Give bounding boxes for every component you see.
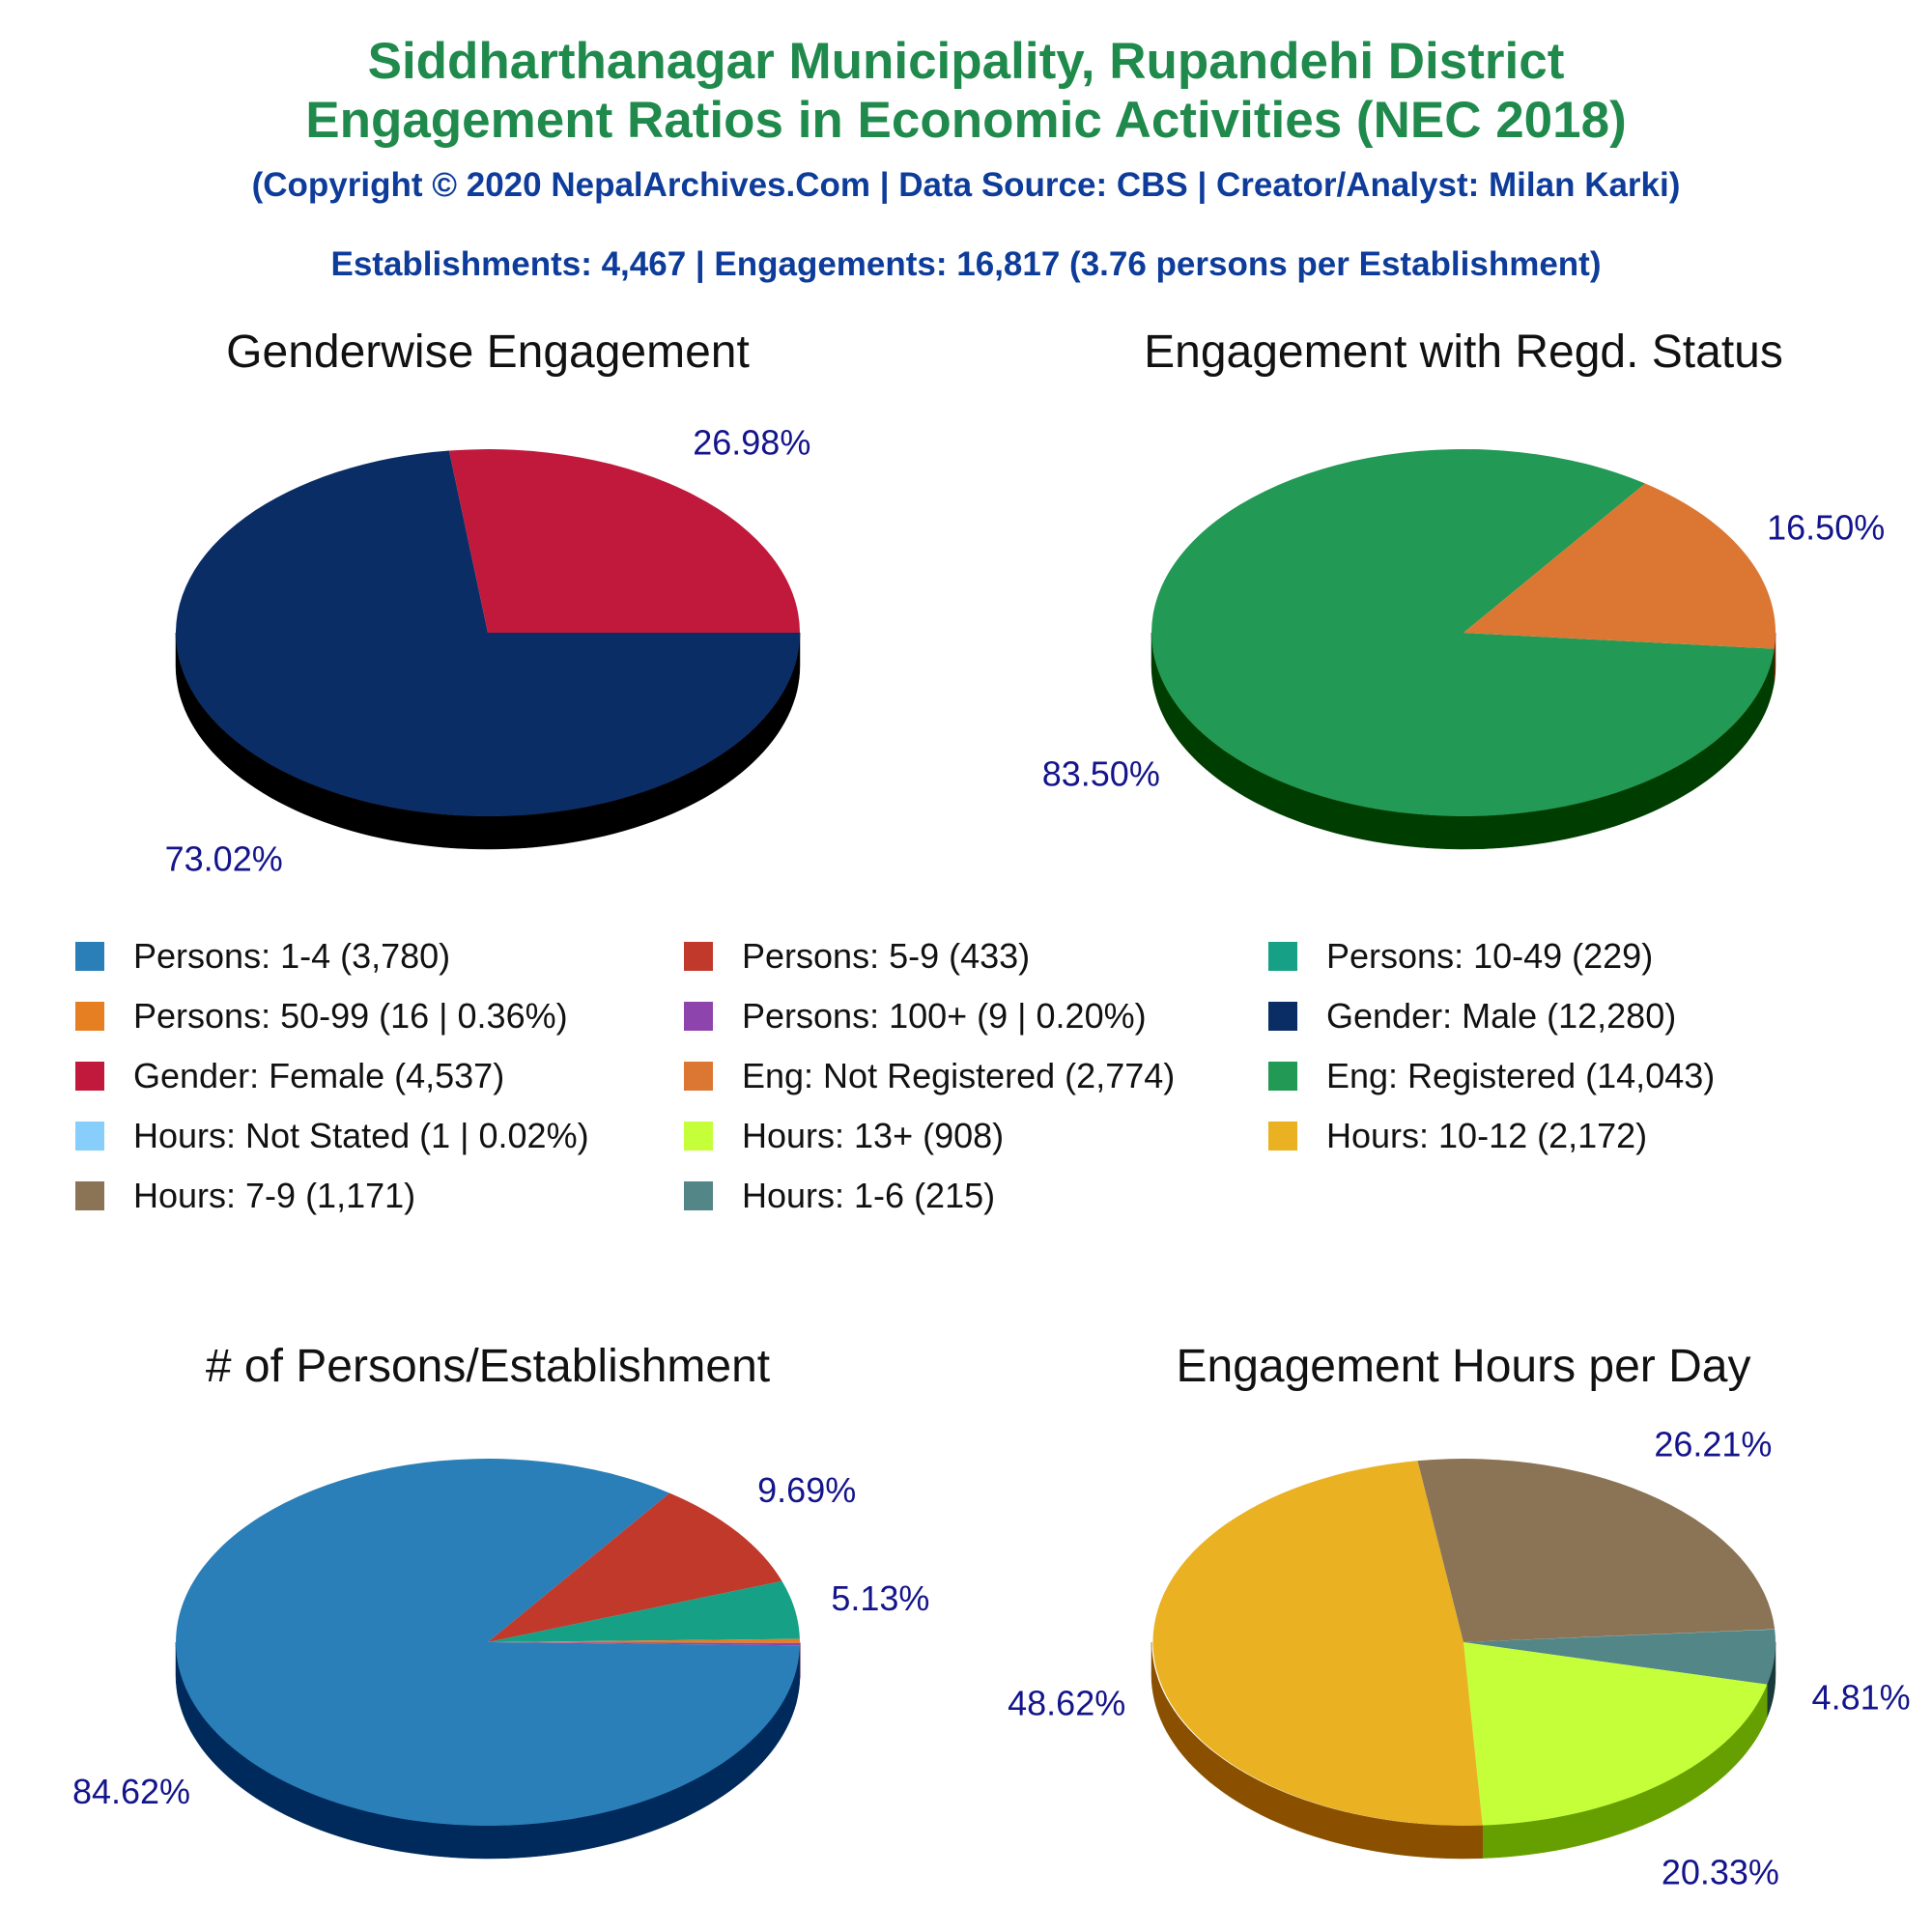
pie-chart-title: # of Persons/Establishment (205, 1341, 771, 1392)
legend-item (1268, 1057, 1715, 1095)
pie-chart-title: Engagement with Regd. Status (1144, 327, 1783, 378)
legend-item (75, 937, 450, 976)
legend-label: Persons: 10-49 (229) (1326, 936, 1654, 976)
pie-slice-label: 4.81% (1811, 1677, 1911, 1718)
pie-slice-label: 20.33% (1661, 1852, 1779, 1892)
legend-swatch (1268, 1122, 1297, 1151)
legend-label: Persons: 5-9 (433) (742, 936, 1031, 976)
pie-slice-label: 83.50% (1041, 753, 1160, 794)
pie-chart (72, 1341, 929, 1859)
pie-slice-label: 26.21% (1654, 1424, 1773, 1464)
legend-label: Hours: 13+ (908) (742, 1116, 1005, 1155)
pie-chart-title: Genderwise Engagement (226, 327, 750, 378)
legend-label: Hours: 10-12 (2,172) (1326, 1116, 1648, 1155)
legend-item (75, 997, 568, 1036)
legend-label: Hours: Not Stated (1 | 0.02%) (133, 1116, 589, 1155)
pie-chart (1042, 327, 1886, 849)
pie-slice-label: 16.50% (1767, 507, 1886, 548)
legend-swatch (75, 1002, 104, 1031)
pie-slice (1418, 1459, 1776, 1642)
legend-swatch (684, 1181, 713, 1210)
copyright-subtitle: (Copyright © 2020 NepalArchives.Com | Data Source: CBS | Creator/Analyst: Milan Karki) (251, 166, 1681, 204)
legend-swatch (75, 1062, 104, 1091)
legend-item (684, 1177, 995, 1215)
legend-swatch (684, 1062, 713, 1091)
legend-swatch (1268, 1062, 1297, 1091)
pie-chart (165, 327, 811, 879)
legend-swatch (75, 942, 104, 971)
main-title-line2: Engagement Ratios in Economic Activities (NEC 2018) (305, 92, 1627, 149)
legend-swatch (75, 1122, 104, 1151)
legend-label: Eng: Registered (14,043) (1326, 1056, 1716, 1095)
pie-slice-label: 26.98% (693, 422, 811, 463)
legend-swatch (684, 1122, 713, 1151)
pie-slice-label: 73.02% (164, 838, 283, 879)
pie-slice-label: 48.62% (1008, 1683, 1126, 1723)
legend-swatch (1268, 942, 1297, 971)
pie-slice-label: 9.69% (757, 1469, 857, 1510)
legend-item (75, 1057, 504, 1095)
legend-swatch (75, 1181, 104, 1210)
pie-slice-label: 5.13% (831, 1577, 930, 1618)
pie-slice-label: 84.62% (71, 1772, 191, 1811)
legend-item (1268, 937, 1653, 976)
legend-item (1268, 1117, 1647, 1155)
legend-label: Persons: 50-99 (16 | 0.36%) (133, 996, 568, 1036)
legend-label: Persons: 1-4 (3,780) (133, 936, 451, 976)
legend-label: Hours: 1-6 (215) (742, 1176, 996, 1215)
legend-swatch (1268, 1002, 1297, 1031)
legend-label: Gender: Female (4,537) (133, 1056, 505, 1095)
legend-swatch (684, 942, 713, 971)
pie-slice (449, 449, 800, 633)
legend-item (684, 1117, 1004, 1155)
main-title-line1: Siddharthanagar Municipality, Rupandehi District (367, 33, 1565, 90)
legend-item (75, 1117, 589, 1155)
legend-item (684, 997, 1147, 1036)
pie-chart (1008, 1341, 1910, 1892)
pie-chart-title: Engagement Hours per Day (1176, 1341, 1751, 1392)
legend-label: Persons: 100+ (9 | 0.20%) (742, 996, 1147, 1036)
legend-item (75, 1177, 415, 1215)
legend-label: Eng: Not Registered (2,774) (742, 1056, 1176, 1095)
legend-item (684, 937, 1030, 976)
summary-line: Establishments: 4,467 | Engagements: 16,817 (3.76 persons per Establishment) (330, 245, 1602, 283)
legend-item (684, 1057, 1175, 1095)
legend-label: Gender: Male (12,280) (1326, 996, 1677, 1036)
legend-label: Hours: 7-9 (1,171) (133, 1176, 416, 1215)
legend-swatch (684, 1002, 713, 1031)
legend-item (1268, 997, 1676, 1036)
